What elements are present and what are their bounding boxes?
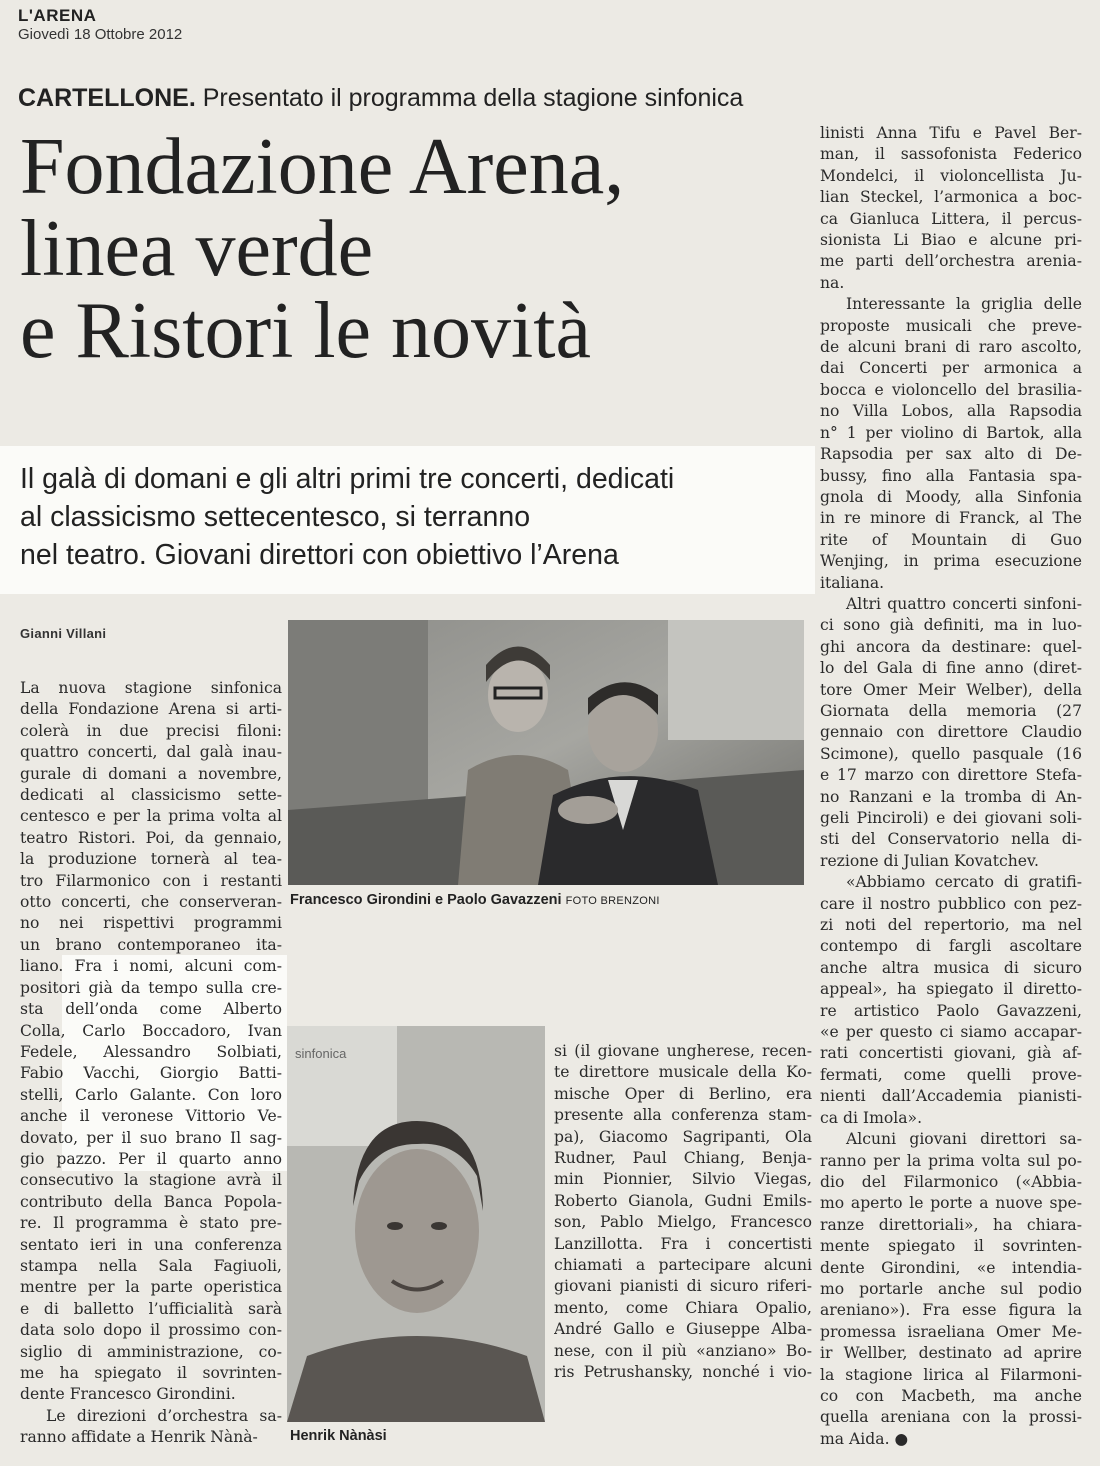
text-line: no nei rispettivi programmi (20, 914, 282, 933)
text-line: Wenjing, in prima esecuzione (820, 552, 1082, 571)
text-line: si (il giovane ungherese, recen- (554, 1042, 812, 1060)
text-line: mische Oper di Berlino, era (554, 1084, 812, 1103)
text-line: dai Concerti per armonica a (820, 359, 1082, 378)
text-line: me ha spiegato il sovrinten- (20, 1364, 282, 1382)
text-line: sentato ieri in una conferenza (20, 1235, 282, 1254)
kicker-text: Presentato il programma della stagione sinfonica (202, 84, 744, 112)
text-line: Altri quattro concerti sinfoni- (846, 594, 1082, 613)
text-line: areniano»). Fra esse figura la (820, 1301, 1082, 1320)
text-line: Colla, Carlo Boccadoro, Ivan (20, 1021, 282, 1040)
text-line: della Fondazione Arena si arti- (20, 700, 282, 719)
headline-line: e Ristori le novità (20, 287, 592, 375)
text-line: gennaio con direttore Claudio (820, 723, 1082, 742)
text-line: Mondelci, il violoncellista Ju- (820, 166, 1082, 185)
text-line: promessa israeliana Omer Me- (820, 1322, 1082, 1341)
text-line: Alcuni giovani direttori sa- (846, 1130, 1082, 1149)
text-line: mente spiegato il sovrinten- (820, 1237, 1082, 1256)
text-line: gurale di domani a novembre, (20, 764, 282, 783)
text-line: co con Macbeth, ma anche (820, 1386, 1082, 1405)
text-line: un brano contemporaneo ita- (20, 935, 282, 954)
text-line: gio pazzo. Per il quarto anno (20, 1149, 282, 1168)
text-line: mo aperto le porte a nuove spe- (820, 1194, 1082, 1213)
text-line: ir Wellber, destinato ad aprire (820, 1344, 1082, 1363)
text-line: «e per questo ci siamo accapar- (820, 1023, 1082, 1042)
text-line: André Gallo e Giuseppe Alba- (554, 1320, 812, 1339)
text-line: me parti dell’orchestra arenia- (820, 252, 1082, 271)
article-column-1 (20, 678, 282, 1449)
text-line: gnola di Moody, alla Sinfonia (820, 487, 1082, 506)
text-line: Roberto Gianola, Gudni Emils- (554, 1191, 812, 1210)
text-line: ranno affidate a Henrik Nànà- (20, 1428, 258, 1447)
text-line: centesco e per la prima volta al (20, 807, 282, 826)
text-line: stampa nella Sala Fagiuoli, (20, 1256, 282, 1275)
text-line: dedicati al classicismo sette- (20, 786, 282, 805)
text-line: dio del Filarmonico («Abbia- (820, 1172, 1082, 1191)
text-line: Rapsodia per sax alto di De- (820, 445, 1082, 464)
text-line: liano. Fra i nomi, alcuni com- (20, 957, 282, 976)
text-line: «Abbiamo cercato di gratifi- (846, 873, 1082, 892)
text-line: Fabio Vacchi, Giorgio Batti- (20, 1064, 282, 1083)
headline-line: Fondazione Arena, (20, 123, 625, 211)
text-line: te direttore musicale della Ko- (554, 1063, 812, 1082)
subhead-line: nel teatro. Giovani direttori con obiettivo l’Arena (20, 539, 619, 571)
text-line: na. (820, 273, 845, 292)
text-line: dente Francesco Girondini. (20, 1385, 236, 1404)
text-line: linisti Anna Tifu e Pavel Ber- (820, 124, 1082, 142)
text-line: lo del Gala di fine anno (diret- (820, 659, 1082, 678)
text-line: teatro Ristori. Poi, da gennaio, (20, 828, 282, 847)
byline: Gianni Villani (20, 626, 107, 641)
masthead-name: L'ARENA (18, 6, 97, 25)
text-line: anche altra musica di sicuro (820, 958, 1082, 977)
subhead (20, 460, 810, 574)
text-line: Rudner, Paul Chiang, Benja- (554, 1149, 812, 1168)
text-line: min Pionnier, Silvio Viegas, (554, 1170, 812, 1189)
text-line: stelli, Carlo Galante. Con loro (20, 1085, 282, 1104)
text-line: in re minore di Franck, al The (820, 509, 1082, 528)
text-line: contempo di fargli ascoltare (820, 937, 1082, 956)
banner-text: sinfonica (295, 1046, 347, 1061)
text-line: Scimone), quello pasquale (16 (820, 744, 1082, 763)
subhead-line: al classicismo settecentesco, si terranno (20, 501, 531, 533)
text-line: e di balletto l’ufficialità sarà (20, 1299, 282, 1318)
text-line: fermati, come quelli prove- (820, 1065, 1082, 1084)
text-line: bussy, fino alla Fantasia spa- (820, 466, 1082, 485)
text-line: Giornata della memoria (27 (820, 701, 1082, 720)
text-line: chiamati a partecipare alcuni (554, 1256, 812, 1275)
text-line: Interessante la griglia delle (846, 295, 1082, 314)
text-line: data solo dopo il prossimo con- (20, 1321, 282, 1340)
kicker-label: CARTELLONE. (18, 84, 196, 112)
text-line: ca di Imola». (820, 1108, 923, 1127)
text-line: lian Steckel, l’armonica a boc- (820, 188, 1082, 207)
text-line: pa), Giacomo Sagripanti, Ola (554, 1127, 812, 1146)
text-line: anche il veronese Vittorio Ve- (20, 1107, 282, 1126)
text-line: ranno per la prima volta sul po- (820, 1151, 1082, 1170)
text-line: la stagione lirica al Filarmoni- (820, 1365, 1082, 1384)
text-line: quattro concerti, dal galà inau- (20, 743, 282, 762)
text-line: de alcuni brani di raro ascolto, (820, 338, 1082, 357)
text-line: nienti dall’Accademia pianisti- (820, 1087, 1082, 1106)
text-line: otto concerti, che conserveran- (20, 893, 282, 912)
masthead-date: Giovedì 18 Ottobre 2012 (18, 26, 183, 43)
text-line: giovani pianisti di sicuro riferi- (554, 1277, 812, 1296)
text-line: tro Filarmonico con i restanti (20, 871, 282, 890)
text-line: re artistico Paolo Gavazzeni, (820, 1001, 1082, 1020)
text-line: italiana. (820, 573, 885, 592)
press-conference-image (288, 620, 804, 885)
text-line: ci sono già definiti, ma in luo- (820, 616, 1082, 635)
text-line: sta dell’onda come Alberto (20, 1000, 282, 1019)
text-line: re. Il programma è stato pre- (20, 1214, 282, 1233)
text-line: ma Aida. ● (820, 1429, 909, 1448)
text-line: sionista Li Biao e alcune pri- (820, 231, 1082, 250)
text-line: man, il sassofonista Federico (820, 145, 1082, 164)
portrait-image (287, 1026, 545, 1422)
portrait-photo (287, 1026, 545, 1422)
text-line: nese, con il più «anziano» Bo- (554, 1341, 812, 1360)
text-line: ranze direttoriali», ha chiara- (820, 1215, 1082, 1234)
text-line: proposte musicali che preve- (820, 316, 1082, 335)
subhead-line: Il galà di domani e gli altri primi tre concerti, dedicati (20, 463, 675, 495)
text-line: no Villa Lobos, alla Rapsodia (820, 402, 1082, 421)
text-line: ca Gianluca Littera, il percus- (820, 209, 1082, 228)
text-line: sti del Conservatorio nella di- (820, 830, 1082, 849)
article-column-3 (820, 123, 1082, 1450)
headline (20, 123, 820, 375)
text-line: Lanzillotta. Fra i concertisti (554, 1234, 812, 1253)
text-line: La nuova stagione sinfonica (20, 679, 282, 697)
text-line: mento, come Chiara Opalio, (554, 1298, 812, 1317)
text-line: colerà in due precisi filoni: (20, 721, 282, 740)
text-line: siglio di amministrazione, co- (20, 1342, 282, 1361)
text-line: ris Petrushansky, nonché i vio- (554, 1363, 812, 1382)
text-line: consecutivo la stagione avrà il (20, 1171, 282, 1190)
text-line: zi noti del repertorio, ma nel (820, 916, 1082, 935)
text-line: care il nostro pubblico con pez- (820, 894, 1082, 913)
portrait-caption: Henrik Nànàsi (290, 1428, 387, 1444)
text-line: no Ranzani e la tromba di An- (820, 787, 1082, 806)
text-line: rezione di Julian Kovatchev. (820, 851, 1039, 870)
text-line: quella areniana con la prossi- (820, 1408, 1082, 1427)
text-line: Le direzioni d’orchestra sa- (46, 1406, 282, 1425)
article-column-2 (554, 1041, 812, 1384)
text-line: Fedele, Alessandro Solbiati, (20, 1042, 282, 1061)
text-line: dente Girondini, «e intendia- (820, 1258, 1082, 1277)
text-line: geli Pinciroli) e dei giovani soli- (820, 809, 1082, 827)
text-line: rite of Mountain di Guo (820, 530, 1082, 549)
photo-caption (290, 892, 660, 908)
text-line: e 17 marzo con direttore Stefa- (820, 766, 1082, 785)
text-line: mo portarle anche sul podio (820, 1279, 1082, 1298)
text-line: bocca e violoncello del brasilia- (820, 380, 1082, 399)
press-conference-photo (288, 620, 804, 885)
text-line: n° 1 per violino di Bartok, alla (820, 423, 1082, 442)
text-line: ghi ancora da destinare: quel- (820, 637, 1082, 656)
text-line: positori già da tempo sulla cre- (20, 978, 282, 997)
text-line: son, Pablo Mielgo, Francesco (554, 1213, 812, 1232)
text-line: tore Omer Meir Welber), della (820, 680, 1082, 699)
text-line: rati concertisti giovani, già af- (820, 1044, 1082, 1063)
text-line: presente alla conferenza stam- (554, 1106, 812, 1125)
kicker (18, 84, 743, 113)
text-line: dovato, per il suo brano Il sag- (20, 1128, 282, 1147)
photo-caption-text: Francesco Girondini e Paolo Gavazzeni (290, 892, 562, 908)
headline-line: linea verde (20, 205, 374, 293)
text-line: la produzione tornerà al tea- (20, 850, 282, 869)
text-line: appeal», ha spiegato il diretto- (820, 980, 1082, 999)
text-line: mentre per la parte operistica (20, 1278, 282, 1297)
text-line: contributo della Banca Popola- (20, 1192, 282, 1211)
photo-credit: FOTO BRENZONI (565, 895, 660, 907)
